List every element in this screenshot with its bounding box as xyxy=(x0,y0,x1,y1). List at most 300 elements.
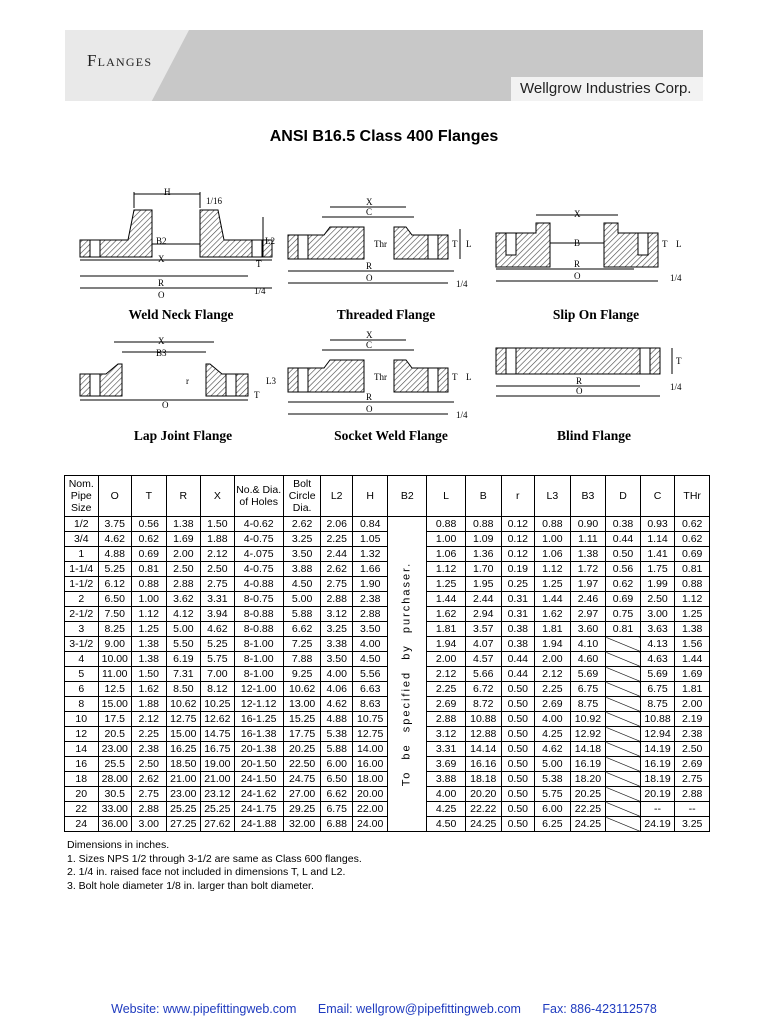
table-cell: 5.88 xyxy=(321,742,352,757)
table-cell: 15.00 xyxy=(166,727,201,742)
table-cell: 22.00 xyxy=(352,802,388,817)
table-cell: 4.25 xyxy=(427,802,466,817)
table-cell: 1.38 xyxy=(132,652,167,667)
table-cell: 28.00 xyxy=(98,772,132,787)
table-cell: 7.00 xyxy=(201,667,235,682)
label-t: T xyxy=(256,259,262,269)
table-cell: 1.00 xyxy=(427,532,466,547)
table-cell: 0.50 xyxy=(501,742,535,757)
table-cell: 1.00 xyxy=(535,532,571,547)
table-cell: 1.97 xyxy=(570,577,606,592)
table-cell: 0.44 xyxy=(501,667,535,682)
table-cell: 3.50 xyxy=(283,547,321,562)
table-cell: 5.50 xyxy=(166,637,201,652)
table-cell: 0.69 xyxy=(132,547,167,562)
svg-text:R: R xyxy=(574,259,581,269)
table-cell: 4-0.88 xyxy=(234,577,283,592)
table-cell: 1.44 xyxy=(535,592,571,607)
table-cell: 4 xyxy=(65,652,99,667)
table-cell: 0.88 xyxy=(535,517,571,532)
table-cell: 5.88 xyxy=(283,607,321,622)
table-cell: 1.99 xyxy=(640,577,675,592)
table-cell: 20.19 xyxy=(640,787,675,802)
notes xyxy=(67,839,362,893)
table-cell: 3 xyxy=(65,622,99,637)
table-cell: 2.88 xyxy=(166,577,201,592)
table-cell: 2.44 xyxy=(321,547,352,562)
table-cell: 1.25 xyxy=(675,607,710,622)
table-cell: 36.00 xyxy=(98,817,132,832)
table-cell: 4.50 xyxy=(352,652,388,667)
table-cell: 14.75 xyxy=(201,727,235,742)
column-header: D xyxy=(606,476,641,517)
dimensions-table xyxy=(64,475,710,832)
table-cell: 2.97 xyxy=(570,607,606,622)
table-cell: 0.93 xyxy=(640,517,675,532)
table-cell: 1.38 xyxy=(570,547,606,562)
brand-title: Flanges xyxy=(87,51,153,70)
blind-flange-drawing xyxy=(494,346,694,410)
table-cell: 3.31 xyxy=(427,742,466,757)
table-cell: 2.88 xyxy=(675,787,710,802)
table-cell: 3.00 xyxy=(132,817,167,832)
svg-text:X: X xyxy=(366,197,373,207)
table-cell: 0.75 xyxy=(606,607,641,622)
table-cell: 1.81 xyxy=(535,622,571,637)
table-cell: 14 xyxy=(65,742,99,757)
table-cell: 3.38 xyxy=(321,637,352,652)
footer-website[interactable]: Website: www.pipefittingweb.com xyxy=(111,1002,297,1016)
table-cell: 2-1/2 xyxy=(65,607,99,622)
svg-text:L3: L3 xyxy=(266,376,276,386)
weld-neck-flange-drawing xyxy=(78,182,274,302)
table-cell: 18.19 xyxy=(640,772,675,787)
table-cell: 2.62 xyxy=(321,562,352,577)
footer-email[interactable]: Email: wellgrow@pipefittingweb.com xyxy=(317,1002,521,1016)
table-cell: 0.50 xyxy=(501,787,535,802)
threaded-flange-drawing xyxy=(284,195,480,295)
table-cell: 22 xyxy=(65,802,99,817)
table-cell: 5.69 xyxy=(640,667,675,682)
table-cell: 2.50 xyxy=(166,562,201,577)
table-cell: 1-1/2 xyxy=(65,577,99,592)
table-cell: 1.12 xyxy=(132,607,167,622)
column-header: X xyxy=(201,476,235,517)
table-cell: 0.56 xyxy=(606,562,641,577)
table-cell: 2.46 xyxy=(570,592,606,607)
table-cell: 14.18 xyxy=(570,742,606,757)
table-cell: 1.44 xyxy=(675,652,710,667)
table-cell: 3.60 xyxy=(570,622,606,637)
table-cell: 12.88 xyxy=(465,727,501,742)
table-cell: 1.25 xyxy=(535,577,571,592)
svg-text:Thr: Thr xyxy=(374,372,387,382)
svg-text:R: R xyxy=(366,392,373,402)
column-header: L2 xyxy=(321,476,352,517)
slip-on-flange-drawing xyxy=(494,205,694,297)
table-cell: 33.00 xyxy=(98,802,132,817)
table-cell: 20.00 xyxy=(352,787,388,802)
table-cell: 12.92 xyxy=(570,727,606,742)
svg-text:C: C xyxy=(366,340,373,350)
table-cell: 1.06 xyxy=(427,547,466,562)
table-cell: 4.10 xyxy=(570,637,606,652)
table-cell: 0.50 xyxy=(501,697,535,712)
table-cell: 0.50 xyxy=(501,712,535,727)
table-cell: 3.31 xyxy=(201,592,235,607)
table-cell: 4.57 xyxy=(465,652,501,667)
table-cell: 5.00 xyxy=(166,622,201,637)
table-cell: 8.50 xyxy=(166,682,201,697)
table-cell: 8.12 xyxy=(201,682,235,697)
table-cell: 16.16 xyxy=(465,757,501,772)
table-cell: 0.62 xyxy=(606,577,641,592)
table-cell: 1-1/4 xyxy=(65,562,99,577)
table-cell: 5.75 xyxy=(201,652,235,667)
svg-text:1/4: 1/4 xyxy=(456,279,468,289)
table-cell xyxy=(606,712,641,727)
table-header-row xyxy=(65,476,710,517)
label-r: R xyxy=(158,278,165,288)
table-cell: 3.25 xyxy=(283,532,321,547)
column-header: B2 xyxy=(388,476,427,517)
svg-text:T: T xyxy=(452,372,458,382)
table-cell: 8.72 xyxy=(465,697,501,712)
svg-text:B3: B3 xyxy=(156,348,167,358)
table-cell xyxy=(606,652,641,667)
table-cell: 4.50 xyxy=(427,817,466,832)
label-h: H xyxy=(164,187,171,197)
svg-text:O: O xyxy=(366,404,373,414)
table-cell: 14.00 xyxy=(352,742,388,757)
table-cell: 17.5 xyxy=(98,712,132,727)
table-cell: 0.50 xyxy=(501,727,535,742)
table-cell: 2.75 xyxy=(132,787,167,802)
table-cell: 24.25 xyxy=(570,817,606,832)
table-cell: 6.25 xyxy=(535,817,571,832)
table-cell: 2.75 xyxy=(321,577,352,592)
table-cell: 2.88 xyxy=(132,802,167,817)
table-cell: 6.12 xyxy=(98,577,132,592)
table-cell: 5.69 xyxy=(570,667,606,682)
svg-text:X: X xyxy=(574,209,581,219)
table-cell: 1.38 xyxy=(675,622,710,637)
table-cell: 2.94 xyxy=(465,607,501,622)
note-line: 3. Bolt hole diameter 1/8 in. larger than bolt diameter. xyxy=(67,879,314,892)
table-cell: 1.50 xyxy=(201,517,235,532)
table-cell: 21.00 xyxy=(166,772,201,787)
table-cell xyxy=(606,772,641,787)
table-cell: 1.38 xyxy=(166,517,201,532)
table-cell: 12-1.00 xyxy=(234,682,283,697)
table-cell: 0.62 xyxy=(675,532,710,547)
table-cell: 0.88 xyxy=(675,577,710,592)
table-cell: 0.62 xyxy=(675,517,710,532)
table-cell: 2.25 xyxy=(321,532,352,547)
table-cell: 5.25 xyxy=(201,637,235,652)
table-cell: 24-1.75 xyxy=(234,802,283,817)
table-cell: 8-0.75 xyxy=(234,592,283,607)
table-cell: 4.00 xyxy=(352,637,388,652)
column-header: B xyxy=(465,476,501,517)
table-cell: 1.81 xyxy=(427,622,466,637)
table-cell: 16.19 xyxy=(640,757,675,772)
table-cell: 3/4 xyxy=(65,532,99,547)
table-row xyxy=(65,517,710,532)
table-cell: 2.12 xyxy=(132,712,167,727)
table-cell: 1.06 xyxy=(535,547,571,562)
table-cell: 20.20 xyxy=(465,787,501,802)
table-cell: 2.88 xyxy=(427,712,466,727)
table-cell: 5.38 xyxy=(535,772,571,787)
table-cell xyxy=(606,802,641,817)
table-cell: 2.12 xyxy=(201,547,235,562)
table-cell: 27.62 xyxy=(201,817,235,832)
table-cell: 2.25 xyxy=(535,682,571,697)
label-o: O xyxy=(158,290,165,300)
table-cell: 16-1.25 xyxy=(234,712,283,727)
table-cell: 2.00 xyxy=(535,652,571,667)
table-cell: 1.05 xyxy=(352,532,388,547)
column-header: H xyxy=(352,476,388,517)
table-cell: 18.18 xyxy=(465,772,501,787)
svg-text:X: X xyxy=(158,336,165,346)
table-cell: 1.38 xyxy=(132,637,167,652)
caption-blind: Blind Flange xyxy=(557,428,631,443)
table-cell: -- xyxy=(675,802,710,817)
caption-lap-joint: Lap Joint Flange xyxy=(133,428,233,443)
table-cell: 4.00 xyxy=(321,667,352,682)
table-cell: 3.25 xyxy=(675,817,710,832)
table-cell: 3.63 xyxy=(640,622,675,637)
table-cell: 8-1.00 xyxy=(234,637,283,652)
table-cell: 3.94 xyxy=(201,607,235,622)
label-l2: L2 xyxy=(265,236,275,246)
table-cell: 1.36 xyxy=(465,547,501,562)
table-cell: 11.00 xyxy=(98,667,132,682)
table-cell: 3.50 xyxy=(321,652,352,667)
svg-text:1/4: 1/4 xyxy=(456,410,468,420)
table-cell: 18.20 xyxy=(570,772,606,787)
table-cell: 2.88 xyxy=(321,592,352,607)
table-cell: 3.12 xyxy=(427,727,466,742)
table-cell: 0.50 xyxy=(501,802,535,817)
table-cell: 23.00 xyxy=(166,787,201,802)
table-cell: 2.62 xyxy=(132,772,167,787)
table-cell: 14.14 xyxy=(465,742,501,757)
table-cell: 16.19 xyxy=(570,757,606,772)
table-cell: 4.60 xyxy=(570,652,606,667)
table-cell: 1.70 xyxy=(465,562,501,577)
table-cell: 8.63 xyxy=(352,697,388,712)
table-cell xyxy=(606,667,641,682)
table-cell: 19.00 xyxy=(201,757,235,772)
table-cell: 0.81 xyxy=(675,562,710,577)
table-cell: 6.62 xyxy=(283,622,321,637)
table-cell: 16-1.38 xyxy=(234,727,283,742)
table-cell: 1.66 xyxy=(352,562,388,577)
table-cell xyxy=(606,697,641,712)
table-cell: 4-0.75 xyxy=(234,532,283,547)
table-cell: 4.62 xyxy=(201,622,235,637)
table-cell: 1.25 xyxy=(427,577,466,592)
table-cell: 4-0.62 xyxy=(234,517,283,532)
table-cell: 0.12 xyxy=(501,517,535,532)
table-cell: 2.50 xyxy=(132,757,167,772)
table-cell: 6.75 xyxy=(570,682,606,697)
table-cell xyxy=(606,757,641,772)
table-cell: 8-0.88 xyxy=(234,607,283,622)
svg-text:L: L xyxy=(466,239,472,249)
table-cell: 2.38 xyxy=(132,742,167,757)
table-cell: 2.50 xyxy=(675,742,710,757)
svg-text:O: O xyxy=(366,273,373,283)
table-cell: 12.5 xyxy=(98,682,132,697)
table-cell: 18.00 xyxy=(352,772,388,787)
column-header: C xyxy=(640,476,675,517)
table-cell: 10.88 xyxy=(465,712,501,727)
table-cell: 2.00 xyxy=(166,547,201,562)
table-cell: 0.88 xyxy=(427,517,466,532)
table-cell: 0.88 xyxy=(465,517,501,532)
table-cell: 32.00 xyxy=(283,817,321,832)
table-cell: 1.72 xyxy=(570,562,606,577)
table-cell: 0.31 xyxy=(501,592,535,607)
table-cell: 0.81 xyxy=(606,622,641,637)
table-cell: 25.25 xyxy=(166,802,201,817)
table-cell: 1.12 xyxy=(675,592,710,607)
table-cell: 29.25 xyxy=(283,802,321,817)
table-cell: 0.38 xyxy=(501,637,535,652)
table-cell: 1.62 xyxy=(535,607,571,622)
table-cell: 16.25 xyxy=(166,742,201,757)
table-cell: 0.50 xyxy=(501,817,535,832)
table-cell: 2.25 xyxy=(427,682,466,697)
svg-text:R: R xyxy=(366,261,373,271)
table-cell: 3.57 xyxy=(465,622,501,637)
label-x: X xyxy=(158,254,165,264)
table-cell: 5.56 xyxy=(352,667,388,682)
table-cell: 5.00 xyxy=(283,592,321,607)
table-cell: 5.38 xyxy=(321,727,352,742)
table-cell: 8.75 xyxy=(570,697,606,712)
note-line: 1. Sizes NPS 1/2 through 3-1/2 are same as Class 600 flanges. xyxy=(67,852,362,865)
table-cell: 1.25 xyxy=(132,622,167,637)
table-cell: 20-1.50 xyxy=(234,757,283,772)
company-name: Wellgrow Industries Corp. xyxy=(520,80,692,97)
table-cell: 22.50 xyxy=(283,757,321,772)
table-cell: 6.75 xyxy=(640,682,675,697)
table-cell: 20 xyxy=(65,787,99,802)
svg-text:R: R xyxy=(576,376,583,386)
table-cell: 3.88 xyxy=(427,772,466,787)
table-cell: 22.25 xyxy=(570,802,606,817)
table-cell: 2.00 xyxy=(427,652,466,667)
table-cell: 4.88 xyxy=(321,712,352,727)
table-cell: 0.56 xyxy=(132,517,167,532)
table-cell: 24 xyxy=(65,817,99,832)
table-cell: 20.25 xyxy=(283,742,321,757)
table-cell: 1.62 xyxy=(132,682,167,697)
column-header: Bolt Circle Dia. xyxy=(283,476,321,517)
table-cell: 4.63 xyxy=(640,652,675,667)
table-cell: 2.19 xyxy=(675,712,710,727)
table-cell: 2.00 xyxy=(675,697,710,712)
table-cell: 1.94 xyxy=(535,637,571,652)
column-header: L3 xyxy=(535,476,571,517)
table-cell: 2.69 xyxy=(675,757,710,772)
table-cell: 0.38 xyxy=(501,622,535,637)
table-cell: 3.69 xyxy=(427,757,466,772)
table-cell: 6.75 xyxy=(321,802,352,817)
caption-weld-neck: Weld Neck Flange xyxy=(128,307,234,322)
svg-text:B: B xyxy=(574,238,581,248)
table-cell: 1.50 xyxy=(132,667,167,682)
table-cell: 0.31 xyxy=(501,607,535,622)
table-cell: 8-0.88 xyxy=(234,622,283,637)
table-cell: 1.81 xyxy=(675,682,710,697)
table-cell xyxy=(606,742,641,757)
label-b2: B2 xyxy=(156,236,167,246)
table-cell: 6.72 xyxy=(465,682,501,697)
table-cell: 12-1.12 xyxy=(234,697,283,712)
table-cell: 24-1.88 xyxy=(234,817,283,832)
table-cell: 24.19 xyxy=(640,817,675,832)
column-header: r xyxy=(501,476,535,517)
table-cell: 23.00 xyxy=(98,742,132,757)
table-cell: 1.95 xyxy=(465,577,501,592)
table-cell: 2.75 xyxy=(201,577,235,592)
table-cell: 2.38 xyxy=(675,727,710,742)
table-cell: 0.50 xyxy=(501,772,535,787)
table-cell: 18 xyxy=(65,772,99,787)
note-line: 2. 1/4 in. raised face not included in dimensions T, L and L2. xyxy=(67,866,346,878)
label-1-16: 1/16 xyxy=(206,196,223,206)
svg-text:r: r xyxy=(186,376,189,386)
table-cell: 3.12 xyxy=(321,607,352,622)
table-cell: 10.88 xyxy=(640,712,675,727)
table-cell: 9.25 xyxy=(283,667,321,682)
table-cell: 15.00 xyxy=(98,697,132,712)
table-cell: 1 xyxy=(65,547,99,562)
table-cell: 2.44 xyxy=(465,592,501,607)
table-cell: 0.50 xyxy=(501,682,535,697)
table-cell: 4.50 xyxy=(283,577,321,592)
column-header: THr xyxy=(675,476,710,517)
table-cell: -- xyxy=(640,802,675,817)
table-cell: 8.25 xyxy=(98,622,132,637)
table-cell: 1.12 xyxy=(535,562,571,577)
table-cell: 1.69 xyxy=(166,532,201,547)
table-cell: 20-1.38 xyxy=(234,742,283,757)
table-cell: 1.44 xyxy=(427,592,466,607)
table-cell: 0.12 xyxy=(501,532,535,547)
table-cell: 5.66 xyxy=(465,667,501,682)
table-cell: 27.00 xyxy=(283,787,321,802)
table-cell: 4-0.75 xyxy=(234,562,283,577)
table-cell: 0.81 xyxy=(132,562,167,577)
table-cell: 2.25 xyxy=(132,727,167,742)
svg-text:O: O xyxy=(162,400,169,410)
table-cell: 9.00 xyxy=(98,637,132,652)
table-cell: 10.25 xyxy=(201,697,235,712)
table-cell: 6.19 xyxy=(166,652,201,667)
table-cell: 3.25 xyxy=(321,622,352,637)
table-cell: 12.75 xyxy=(352,727,388,742)
table-cell: 8-1.00 xyxy=(234,667,283,682)
table-cell: 4.62 xyxy=(98,532,132,547)
table-cell: 2.69 xyxy=(427,697,466,712)
